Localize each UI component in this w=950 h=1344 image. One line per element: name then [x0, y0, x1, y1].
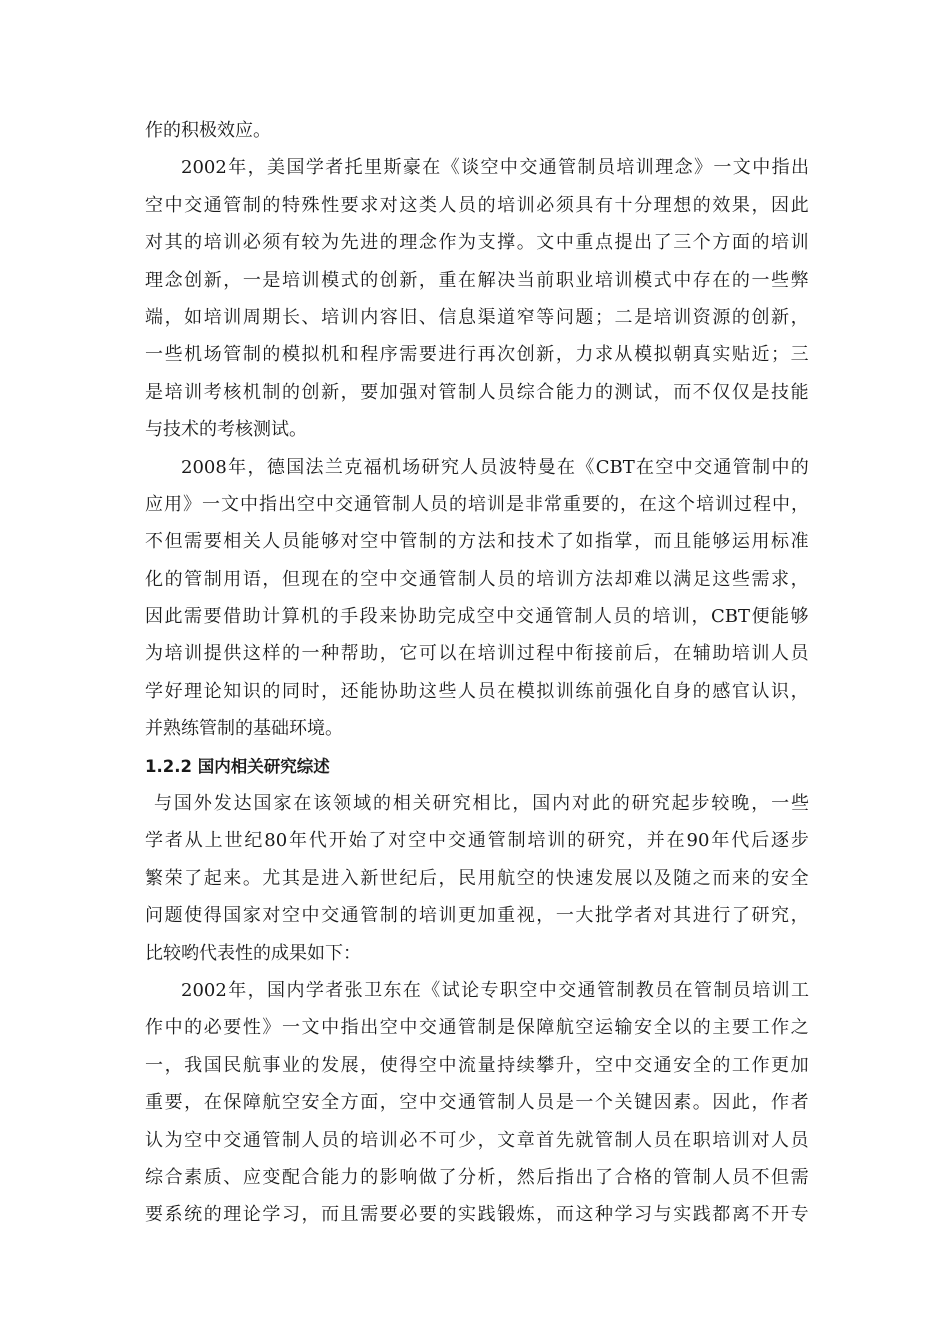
text-line: 繁 荣 了 起 来 。 尤 其 是 进 入 新 世 纪 后 ， 民 用 航 空 的 快 速 发 展 以 及 随 之 而 来 的 安 全 [145, 867, 809, 889]
text-line: 理 念 创 新 ， 一 是 培 训 模 式 的 创 新 ， 重 在 解 决 当 前 职 业 培 训 模 式 中 存 在 的 一 些 弊 [145, 269, 809, 291]
text-line: 2002 年 ， 美 国 学 者 托 里 斯 豪 在 《 谈 空 中 交 通 管 制 员 培 训 理 念 》 一 文 中 指 出 [181, 157, 809, 179]
text-line: 认 为 空 中 交 通 管 制 人 员 的 培 训 必 不 可 少 ， 文 章 首 先 就 管 制 人 员 在 职 培 训 对 人 员 [145, 1129, 809, 1151]
text-line: 为 培 训 提 供 这 样 的 一 种 帮 助 ， 它 可 以 在 培 训 过 程 中 衔 接 前 后 ， 在 辅 助 培 训 人 员 [145, 643, 809, 665]
text-line: 并熟练管制的基础环境。 [145, 718, 343, 740]
text-line: 要 系 统 的 理 论 学 习 ， 而 且 需 要 必 要 的 实 践 锻 炼 ， 而 这 种 学 习 与 实 践 都 离 不 开 专 [145, 1204, 809, 1226]
section-heading: 1.2.2 国内相关研究综述 [145, 756, 330, 776]
text-line: 空 中 交 通 管 制 的 特 殊 性 要 求 对 这 类 人 员 的 培 训 必 须 具 有 十 分 理 想 的 效 果 ， 因 此 [145, 194, 809, 216]
text-line: 重 要 ， 在 保 障 航 空 安 全 方 面 ， 空 中 交 通 管 制 人 员 是 一 个 关 键 因 素 。 因 此 ， 作 者 [145, 1092, 809, 1114]
text-line: 化 的 管 制 用 语 ， 但 现 在 的 空 中 交 通 管 制 人 员 的 培 训 方 法 却 难 以 满 足 这 些 需 求 ， [145, 568, 809, 590]
text-line: 一 些 机 场 管 制 的 模 拟 机 和 程 序 需 要 进 行 再 次 创 新 ， 力 求 从 模 拟 朝 真 实 贴 近 ； 三 [145, 344, 809, 366]
text-line: 与技术的考核测试。 [145, 419, 307, 441]
text-line: 比较哟代表性的成果如下： [145, 942, 361, 964]
text-line: 端 ， 如 培 训 周 期 长 、 培 训 内 容 旧 、 信 息 渠 道 窄 等 问 题 ； 二 是 培 训 资 源 的 创 新 ， [145, 306, 809, 328]
text-line: 作 中 的 必 要 性 》 一 文 中 指 出 空 中 交 通 管 制 是 保 障 航 空 运 输 安 全 以 的 主 要 工 作 之 [145, 1017, 809, 1039]
text-line: 因 此 需 要 借 助 计 算 机 的 手 段 来 协 助 完 成 空 中 交 通 管 制 人 员 的 培 训 ， CBT 便 能 够 [145, 606, 809, 628]
text-line: 作的积极效应。 [145, 120, 271, 141]
text-line: 学 好 理 论 知 识 的 同 时 ， 还 能 协 助 这 些 人 员 在 模 拟 训 练 前 强 化 自 身 的 感 官 认 识 ， [145, 680, 809, 702]
text-line: 对 其 的 培 训 必 须 有 较 为 先 进 的 理 念 作 为 支 撑 。 文 中 重 点 提 出 了 三 个 方 面 的 培 训 [145, 232, 809, 254]
text-line: 问 题 使 得 国 家 对 空 中 交 通 管 制 的 培 训 更 加 重 视 ， 一 大 批 学 者 对 其 进 行 了 研 究 ， [145, 905, 809, 927]
text-line: 应 用 》 一 文 中 指 出 空 中 交 通 管 制 人 员 的 培 训 是 非 常 重 要 的 ， 在 这 个 培 训 过 程 中 ， [145, 493, 809, 515]
text-line: 2008 年 ， 德 国 法 兰 克 福 机 场 研 究 人 员 波 特 曼 在 《 CBT 在 空 中 交 通 管 制 中 的 [181, 456, 809, 478]
text-line: 综 合 素 质 、 应 变 配 合 能 力 的 影 响 做 了 分 析 ， 然 后 指 出 了 合 格 的 管 制 人 员 不 但 需 [145, 1166, 809, 1188]
text-line: 一 ， 我 国 民 航 事 业 的 发 展 ， 使 得 空 中 流 量 持 续 攀 升 ， 空 中 交 通 安 全 的 工 作 更 加 [145, 1054, 809, 1076]
text-line: 不 但 需 要 相 关 人 员 能 够 对 空 中 管 制 的 方 法 和 技 术 了 如 指 掌 ， 而 且 能 够 运 用 标 准 [145, 531, 809, 553]
text-line: 与 国 外 发 达 国 家 在 该 领 域 的 相 关 研 究 相 比 ， 国 内 对 此 的 研 究 起 步 较 晚 ， 一 些 [154, 793, 809, 815]
document-body [145, 112, 809, 1234]
text-line: 2002 年 ， 国 内 学 者 张 卫 东 在 《 试 论 专 职 空 中 交 通 管 制 教 员 在 管 制 员 培 训 工 [181, 979, 809, 1001]
text-line: 学 者 从 上 世 纪 80 年 代 开 始 了 对 空 中 交 通 管 制 培 训 的 研 究 ， 并 在 90 年 代 后 逐 步 [145, 830, 809, 852]
text-line: 是 培 训 考 核 机 制 的 创 新 ， 要 加 强 对 管 制 人 员 综 合 能 力 的 测 试 ， 而 不 仅 仅 是 技 能 [145, 381, 809, 403]
